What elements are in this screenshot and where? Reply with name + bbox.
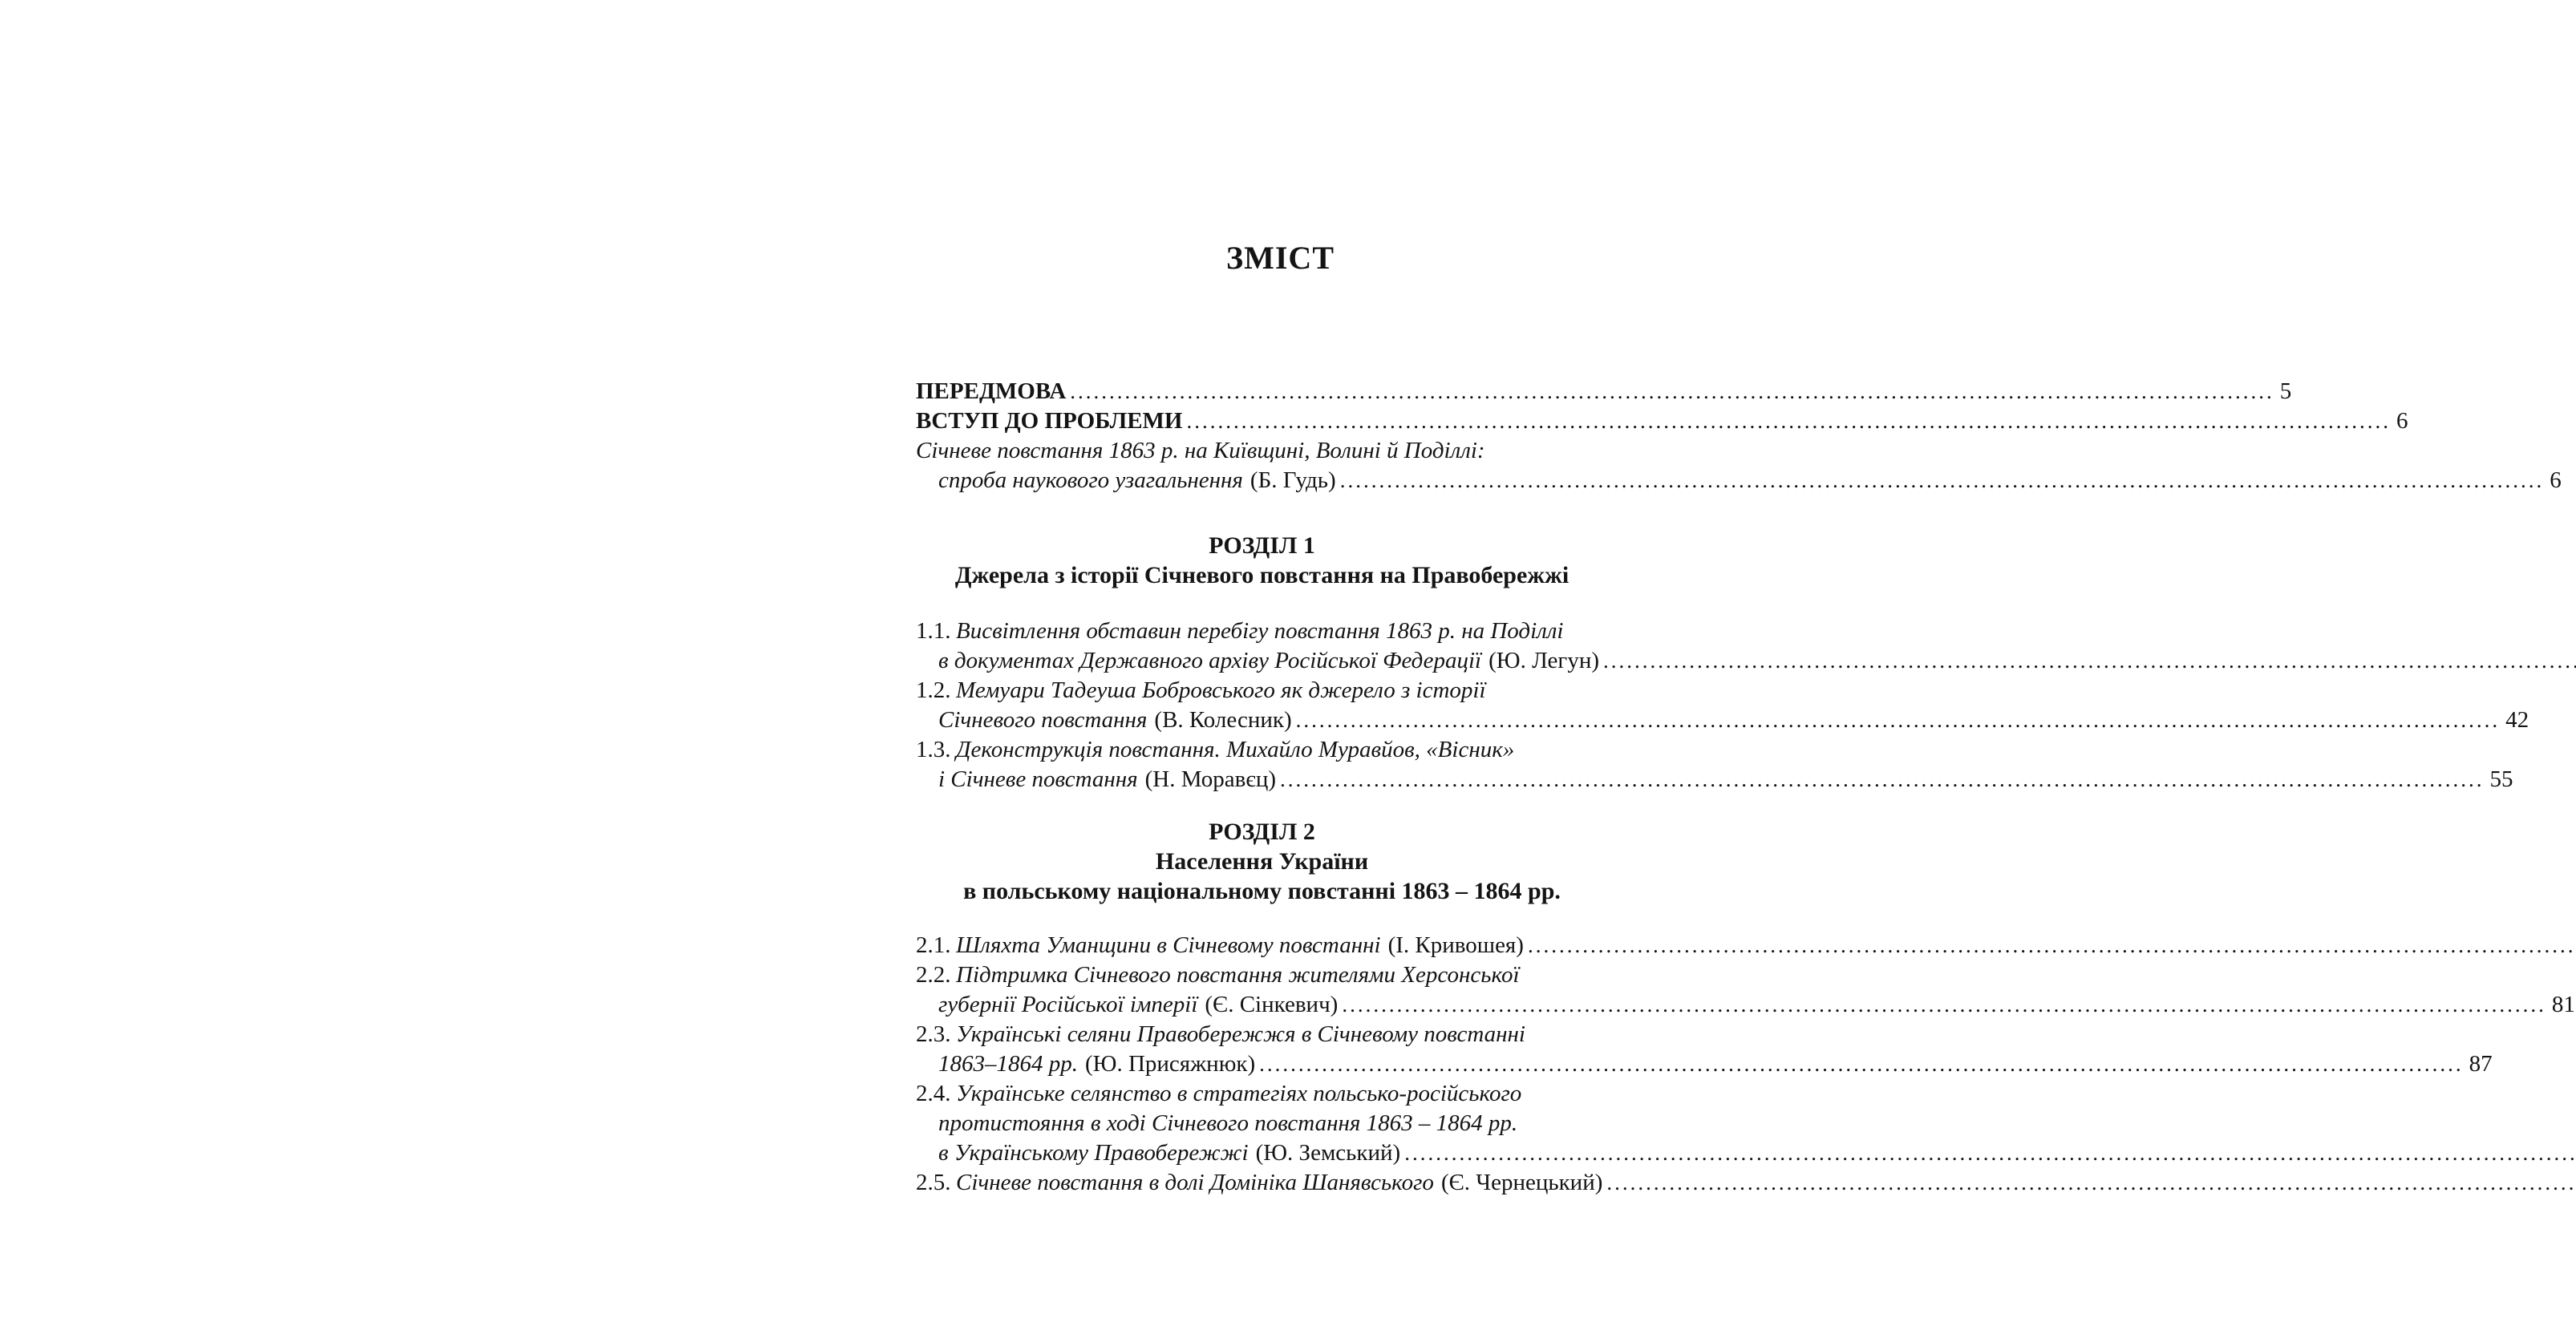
chapter-1-label: РОЗДІЛ 1 [1209,532,1315,559]
page-number: 42 [2505,707,2529,733]
entry-number: 2.2. [916,962,951,988]
chapter-2-title-line-1: Населення України [1155,848,1369,875]
toc-entry-2-3-line-1 [916,1020,1608,1049]
chapter-2-heading [916,817,1608,906]
entry-number: 2.4. [916,1081,951,1106]
toc-entry-2-4-line-2 [916,1109,1608,1138]
toc-entry-2-4-line-1 [916,1079,1608,1109]
entry-title: в Українському Правобережжі [938,1140,1249,1166]
entry-title: спроба наукового узагальнення [938,467,1243,493]
dot-leader [1404,1138,2576,1168]
chapter-2-label: РОЗДІЛ 2 [1209,819,1315,845]
page-number: 55 [2489,766,2513,792]
entry-title: Підтримка Січневого повстання жителями Херсонської [956,962,1520,988]
entry-title: Деконструкція повстання. Михайло Муравйов, «Вісник» [956,737,1515,762]
toc-entry-vstup-subtitle-line-1 [916,436,1608,466]
entry-title: Січневе повстання в долі Домініка Шанявського [956,1170,1434,1195]
entry-author: (Ю. Присяжнюк) [1085,1051,1256,1077]
entry-title: губернії Російської імперії [938,992,1198,1017]
toc-entry-2-5 [916,1168,1608,1198]
entry-number: 2.3. [916,1021,951,1047]
document-page [824,0,2575,1326]
entry-author: (В. Колесник) [1154,707,1292,733]
dot-leader [1296,705,2501,735]
entry-title: Українські селяни Правобережжя в Січневому повстанні [956,1021,1525,1047]
page-number: 5 [2279,378,2292,404]
toc-entry-vstup [916,406,2408,436]
page-number: 87 [2469,1051,2493,1077]
page-number: 6 [2550,467,2562,493]
entry-number: 1.1. [916,618,951,644]
toc-entry-2-2-line-2 [916,990,2575,1020]
entry-title: 1863–1864 рр. [938,1051,1078,1077]
entry-title: Січневе повстання 1863 р. на Київщині, Волині й Поділлі: [916,438,1485,463]
page-title: ЗМІСТ [1226,240,1335,276]
toc-entry-1-2-line-1 [916,676,1608,705]
entry-number: 2.5. [916,1170,951,1195]
toc-entry-2-3-line-2 [916,1049,2493,1079]
dot-leader [1186,406,2391,436]
entry-title: Січневого повстання [938,707,1148,733]
entry-title: в документах Державного архіву Російської Федерації [938,648,1482,673]
entry-title: Висвітлення обставин перебігу повстання 1863 р. на Поділлі [956,618,1564,644]
dot-leader [1606,1168,2576,1198]
dot-leader [1340,466,2545,495]
entry-author: (І. Кривошея) [1387,932,1524,958]
entry-author: (Ю. Легун) [1488,648,1600,673]
toc-entry-1-3-line-1 [916,735,1608,765]
dot-leader [1280,765,2485,794]
dot-leader [1603,646,2576,676]
entry-title: Українське селянство в стратегіях польсько-російського [956,1081,1522,1106]
entry-title: ПЕРЕДМОВА [916,378,1067,404]
entry-author: (Б. Гудь) [1250,467,1336,493]
entry-title: Шляхта Уманщини в Січневому повстанні [956,932,1381,958]
entry-number: 1.3. [916,737,951,762]
toc-entry-2-4-line-3 [916,1138,1608,1168]
dot-leader [1528,931,2576,960]
toc-entry-1-2-line-2 [916,705,2529,735]
dot-leader [1070,377,2274,406]
entry-title: протистояння в ході Січневого повстання 1863 – 1864 рр. [938,1110,1518,1136]
entry-title: ВСТУП ДО ПРОБЛЕМИ [916,408,1183,434]
dot-leader [1342,990,2546,1020]
chapter-1-title: Джерела з історії Січневого повстання на Правобережжі [954,562,1569,588]
entry-author: (Є. Чернецький) [1440,1170,1603,1195]
entry-title: і Січневе повстання [938,766,1138,792]
table-of-contents [916,377,2575,1198]
entry-author: (Є. Сінкевич) [1205,992,1339,1017]
chapter-2-title-line-2: в польському національному повстанні 1863 – 1864 рр. [963,878,1561,904]
toc-entry-2-1 [916,931,1608,960]
toc-entry-vstup-subtitle-line-2 [916,466,2562,495]
toc-entry-1-1-line-2 [916,646,1608,676]
page-number: 6 [2396,408,2408,434]
page-number: 81 [2551,992,2575,1017]
entry-number: 1.2. [916,677,951,703]
dot-leader [1259,1049,2464,1079]
entry-author: (Н. Моравєц) [1144,766,1276,792]
chapter-1-heading [916,531,1608,590]
entry-title: Мемуари Тадеуша Бобровського як джерело з історії [956,677,1486,703]
entry-author: (Ю. Земський) [1255,1140,1401,1166]
entry-number: 2.1. [916,932,951,958]
toc-entry-1-1-line-1 [916,617,1608,646]
toc-entry-2-2-line-1 [916,960,1608,990]
toc-entry-peredmova [916,377,2292,406]
toc-entry-1-3-line-2 [916,765,2513,794]
